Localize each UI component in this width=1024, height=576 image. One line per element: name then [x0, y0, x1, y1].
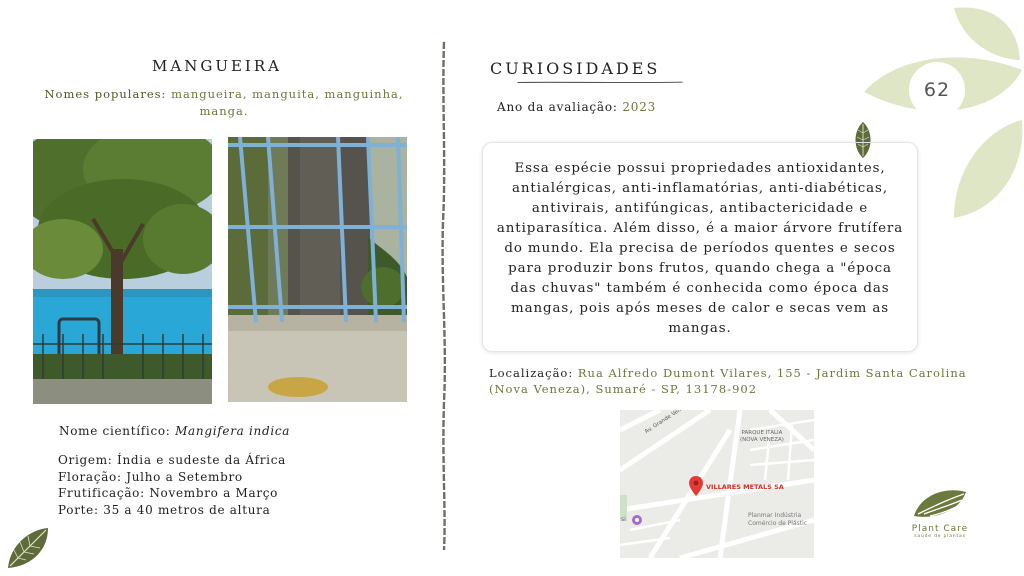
map-fragment-label: si: [621, 516, 626, 523]
tree-photo: [33, 139, 212, 404]
map-poi-label-2: Comércio de Plástic: [748, 520, 808, 527]
map-poi-label: Planmar Indústria: [748, 512, 802, 519]
page-number: 62: [909, 62, 965, 118]
title-underline: [490, 81, 710, 84]
fact-origin: Origem: Índia e sudeste da África: [58, 453, 286, 467]
scientific-name-value: Mangifera indica: [175, 424, 291, 438]
location-label: Localização:: [489, 366, 574, 380]
curiosities-title: CURIOSIDADES: [490, 59, 661, 78]
scientific-name-label: Nome científico:: [59, 424, 171, 438]
location: [489, 366, 979, 397]
evaluation-year-label: Ano da avaliação:: [497, 100, 618, 114]
map-district-label: PARQUE ITALIA (NOVA VENEZA): [740, 430, 784, 443]
popular-names-value: mangueira, manguita, manguinha, manga.: [171, 87, 404, 118]
fact-size: Porte: 35 a 40 metros de altura: [58, 502, 271, 517]
fact-fruiting: Frutificação: Novembro a Março: [58, 486, 279, 500]
popular-names: [38, 86, 410, 120]
location-map[interactable]: [620, 410, 814, 558]
leaf-icon: [4, 526, 52, 572]
trunk-photo: [228, 137, 407, 402]
curiosities-text: Essa espécie possui propriedades antioxidantes, antialérgicas, anti-inflamatórias, anti-diabéticas, antivirais, antifúngicas, antibactericidade e antiparasítica. Além disso, é a maior árvore frutífera do mundo. Ela precisa de períodos quentes e secos para produzir bons frutos, quando chega a "época das chuvas" também é conhecida como época das mangas, pois após meses de calor e secas vem as mangas.: [496, 161, 904, 336]
column-divider: [440, 42, 448, 550]
species-facts: [58, 452, 286, 518]
map-pin-icon: [689, 476, 703, 496]
fact-flowering: Floração: Julho a Setembro: [58, 469, 243, 484]
map-pin-label: VILLARES METALS SA: [706, 483, 784, 491]
plant-care-logo: [900, 486, 980, 539]
scientific-name: [59, 424, 290, 438]
plant-care-logo-icon: [910, 486, 970, 520]
brand-tagline: saúde de plantas: [914, 534, 966, 539]
location-value: Rua Alfredo Dumont Vilares, 155 - Jardim Santa Carolina (Nova Veneza), Sumaré - SP, 13178-902: [489, 366, 967, 396]
brand-name: Plant Care: [911, 524, 969, 534]
popular-names-label: Nomes populares:: [44, 87, 167, 101]
evaluation-year-value: 2023: [622, 100, 657, 114]
evaluation-year: [497, 100, 656, 114]
curiosities-card: [482, 142, 918, 352]
species-title: MANGUEIRA: [152, 57, 282, 75]
